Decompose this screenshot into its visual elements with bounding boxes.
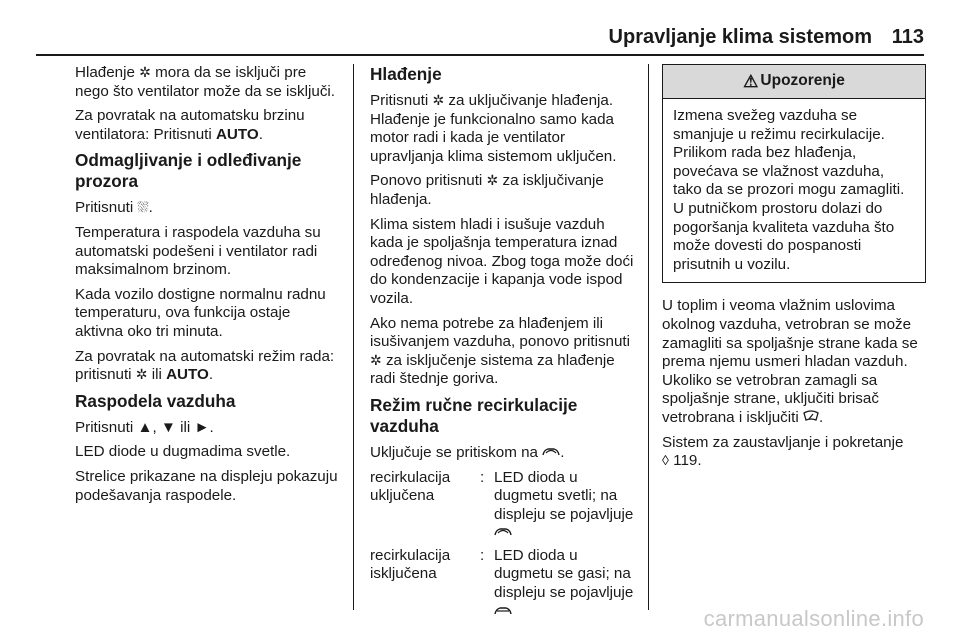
section-heading: Hlađenje: [370, 64, 442, 84]
paragraph: Ponovo pritisnuti ✲ za isključivanje hlađenja.: [370, 172, 604, 208]
paragraph: U toplim i veoma vlažnim uslovima okolnog vazduha, vetrobran se može zamagliti sa spoljašnje strane kada se prema njemu usmeri hladan vazduh. Ukoliko se vetrobran zamagli sa spoljašnje strane, uključiti brisač vetrobrana i isključiti .: [662, 297, 918, 426]
warning-title: Upozorenje: [760, 72, 845, 90]
definition-term: recirkulacija isključena: [370, 546, 451, 583]
definition-term: recirkulacija uključena: [370, 468, 451, 505]
windshield-wiper-icon: [803, 410, 819, 424]
paragraph: Kada vozilo dostigne normalnu radnu temperaturu, ova funkcija ostaje aktivna oko tri minuta.: [75, 285, 326, 340]
paragraph: Pritisnuti ✲ za uključivanje hlađenja. Hlađenje je funkcionalno samo kada motor radi i kada je ventilator upravljanja klima sistemom uključen.: [370, 92, 617, 165]
definition-colon: :: [480, 546, 485, 564]
snowflake-icon: ✲: [370, 351, 382, 368]
paragraph: Temperatura i raspodela vazduha su automatski podešeni i ventilator radi maksimalnom brzinom.: [75, 223, 321, 279]
paragraph: Ako nema potrebe za hlađenjem ili isušivanjem vazduha, ponovo pritisnuti ✲ za isključenje sistema za hlađenje radi štednje goriva.: [370, 314, 631, 388]
warning-box: [662, 64, 926, 283]
definition-row: [370, 469, 634, 543]
warning-body: Izmena svežeg vazduha se smanjuje u režimu recirkulacije. Prilikom rada bez hlađenja, povećava se vlažnost vazduha, tako da se prozori mogu zamagliti. U putničkom prostoru dolazi do pogoršanja kvaliteta vazduha što može dovesti do pospanosti prisutnih u vozilu.: [673, 107, 905, 273]
paragraph: Uključuje se pritiskom na .: [370, 443, 565, 461]
snowflake-icon: ✲: [486, 172, 499, 189]
paragraph: Za povratak na automatsku brzinu ventilatora: Pritisnuti AUTO.: [75, 107, 305, 143]
windshield-defrost-icon: ⛆: [137, 199, 149, 216]
definition-value: LED dioda u dugmetu svetli; na displeju se pojavljuje: [494, 469, 634, 543]
definition-row: [370, 547, 634, 621]
header-rule: [36, 54, 924, 56]
watermark: carmanualsonline.info: [703, 606, 924, 631]
column-2: [370, 64, 634, 625]
column-1: [75, 64, 341, 511]
car-recirculation-icon: [542, 445, 560, 459]
column-divider: [353, 64, 354, 610]
column-3: [662, 64, 926, 477]
snowflake-icon: ✲: [139, 64, 151, 80]
paragraph: Klima sistem hladi i isušuje vazduh kada je spoljašnja temperatura iznad određenog nivoa. Zbog toga može doći do kondenzacije i kapanja vode ispod vozila.: [370, 215, 634, 307]
snowflake-icon: ✲: [432, 92, 445, 108]
warning-header: [663, 65, 925, 99]
section-heading: Raspodela vazduha: [75, 390, 236, 411]
snowflake-icon: ✲: [135, 366, 148, 383]
paragraph: Hlađenje ✲ mora da se isključi pre nego što ventilator može da se isključi.: [75, 64, 336, 100]
paragraph: Pritisnuti ▲, ▼ ili ►.: [75, 418, 214, 436]
section-heading: Odmagljivanje i odleđivanje prozora: [75, 150, 302, 192]
column-divider: [648, 64, 649, 610]
paragraph: Sistem za zaustavljanje i pokretanje ◊ 119.: [662, 433, 904, 470]
definition-colon: :: [480, 468, 485, 486]
car-recirculation-icon: [494, 525, 512, 539]
car-fresh-air-icon: [494, 604, 512, 618]
page-header: [0, 0, 960, 56]
section-heading: Režim ručne recirkulacije vazduha: [370, 394, 578, 436]
paragraph: Strelice prikazane na displeju pokazuju podešavanja raspodele.: [75, 467, 338, 504]
warning-triangle-icon: ⚠: [743, 72, 759, 91]
page-header-title: Upravljanje klima sistemom: [608, 26, 872, 48]
page-number: 113: [891, 26, 924, 48]
definition-value: LED dioda u dugmetu se gasi; na displeju se pojavljuje: [494, 547, 634, 621]
paragraph: Pritisnuti ⛆.: [75, 199, 153, 217]
paragraph: LED diode u dugmadima svetle.: [75, 443, 291, 461]
page-reference-icon[interactable]: ◊: [662, 452, 669, 469]
paragraph: Za povratak na automatski režim rada: pritisnuti ✲ ili AUTO.: [75, 347, 335, 384]
